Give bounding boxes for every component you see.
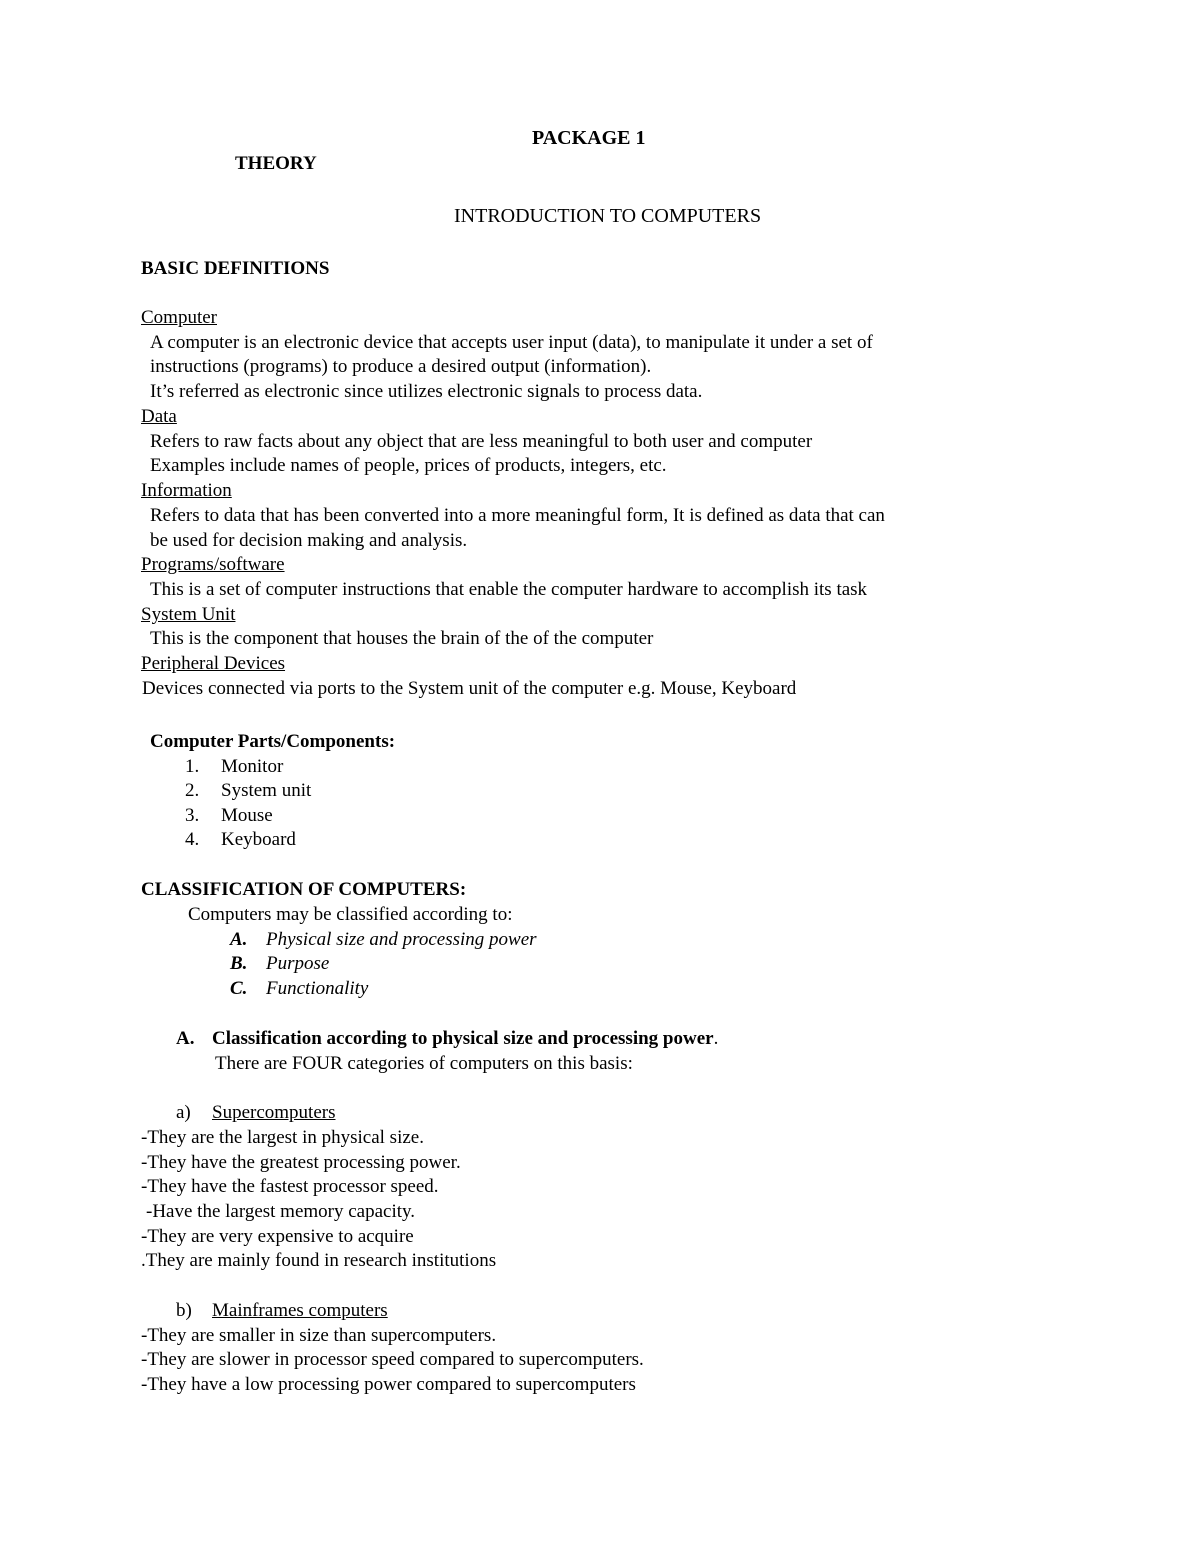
list-item: 2. System unit [185, 780, 312, 801]
bullet-point: -They have the fastest processor speed. [141, 1176, 439, 1197]
page-title: INTRODUCTION TO COMPUTERS [454, 205, 762, 227]
definition-line: Examples include names of people, prices of products, integers, etc. [150, 455, 667, 476]
definition-line: instructions (programs) to produce a desired output (information). [150, 356, 652, 377]
definition-line: This is a set of computer instructions that enable the computer hardware to accomplish its task [150, 579, 868, 600]
criteria-item: A. Physical size and processing power [230, 929, 537, 950]
term-peripheral: Peripheral Devices [141, 653, 286, 674]
definition-line: Refers to raw facts about any object that are less meaningful to both user and computer [150, 431, 813, 452]
bullet-point: -They are very expensive to acquire [141, 1226, 414, 1247]
term-information: Information [141, 480, 232, 501]
list-item: 3. Mouse [185, 805, 273, 826]
list-item: 1. Monitor [185, 756, 284, 777]
definition-line: Devices connected via ports to the System unit of the computer e.g. Mouse, Keyboard [142, 678, 797, 699]
term-programs: Programs/software [141, 554, 285, 575]
theory-label: THEORY [235, 153, 317, 174]
bullet-point: -They have the greatest processing power. [141, 1152, 461, 1173]
section-a-heading: A. Classification according to physical size and processing power. [176, 1028, 719, 1049]
term-system-unit: System Unit [141, 604, 236, 625]
term-data: Data [141, 406, 177, 427]
classification-heading: CLASSIFICATION OF COMPUTERS: [141, 879, 467, 900]
mainframes-heading: b) Mainframes computers [176, 1300, 388, 1321]
basic-definitions-heading: BASIC DEFINITIONS [141, 258, 330, 279]
package-title: PACKAGE 1 [532, 127, 646, 149]
bullet-point: -Have the largest memory capacity. [146, 1201, 416, 1222]
supercomputers-heading: a) Supercomputers [176, 1102, 336, 1123]
bullet-point: .They are mainly found in research institutions [141, 1250, 497, 1271]
term-computer: Computer [141, 307, 217, 328]
bullet-point: -They are smaller in size than supercomputers. [141, 1325, 497, 1346]
definition-line: A computer is an electronic device that accepts user input (data), to manipulate it under a set of [150, 332, 873, 353]
computer-parts-heading: Computer Parts/Components: [150, 731, 396, 752]
classification-intro: Computers may be classified according to: [188, 904, 513, 925]
definition-line: It’s referred as electronic since utilizes electronic signals to process data. [150, 381, 703, 402]
criteria-item: C. Functionality [230, 978, 369, 999]
definition-line: This is the component that houses the brain of the of the computer [150, 628, 654, 649]
criteria-item: B. Purpose [230, 953, 330, 974]
bullet-point: -They are the largest in physical size. [141, 1127, 424, 1148]
section-a-intro: There are FOUR categories of computers on this basis: [215, 1053, 633, 1074]
definition-line: Refers to data that has been converted into a more meaningful form, It is defined as data that can [150, 505, 885, 526]
list-item: 4. Keyboard [185, 829, 296, 850]
bullet-point: -They have a low processing power compared to supercomputers [141, 1374, 636, 1395]
definition-line: be used for decision making and analysis. [150, 530, 468, 551]
bullet-point: -They are slower in processor speed compared to supercomputers. [141, 1349, 644, 1370]
